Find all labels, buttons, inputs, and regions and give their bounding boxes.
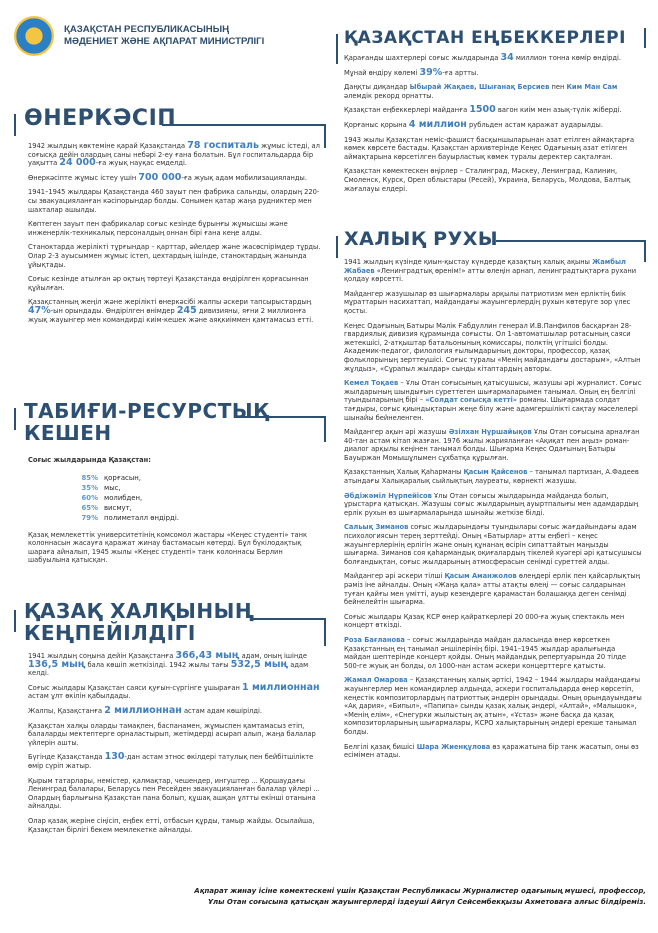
generosity-p7: Олар қазақ жеріне сіңісіп, еңбек етті, отбасын құрды, тамыр жайды. Осылайша, Қазақстан бірлігі бекем мемлекетке айналды. <box>28 816 315 834</box>
industry-p5: Станоктарда жерілікті тұрғындар – қарттар, әйелдер және жасөспірімдер тұрды. Олар 2-3 ауысыммен жұмыс істеп, цехтардың ішінде, станоктардың жанында ұйықтады. <box>28 243 321 269</box>
spirit-p2: Майдангер жазушылар өз шығармалары арқылы патриотизм мен ерліктің биік мұраттарын насихаттап, майдандағы жауынгерлердің рухын көтеруге зор үлес қосты. <box>344 289 631 315</box>
resource-label: молибден, <box>104 493 143 502</box>
ministry-line2: МӘДЕНИЕТ ЖӘНЕ АҚПАРАТ МИНИСТРЛІГІ <box>64 36 265 47</box>
resource-percent: 85% <box>81 473 98 482</box>
resource-item <box>76 493 322 503</box>
workers-title: ҚАЗАҚСТАН ЕҢБЕККЕРЛЕРІ <box>344 28 626 48</box>
resource-percent: 35% <box>81 483 98 492</box>
resources-p1: Қазақ мемлекеттік университетінің комсомол жастары «Кеңес студенті» танк колоннасын жасауға қаражат жинау бастамасын көтерді. Бұл бүкілодақтық шараға айналып, 1945 жылы «Кеңес студенті» танк колоннасы Берлин шабуылына қатысқан. <box>28 530 307 565</box>
resources-title: ТАБИҒИ-РЕСУРСТЫҚ КЕШЕН <box>24 399 270 445</box>
spirit-p9: Майдангер әрі әскери тілші Қасым Аманжолов өлеңдері ерлік пен қайсарлықтың рәміз іне айналды. Оның «Жаңа қала» атты атақты өлеңі — соғыс салдарынан туған қайғы мен үмітті, ауыр кезеңдерге қарамастан болашаққа деген сенімді бейнелейтін шығарма. <box>344 572 641 607</box>
spirit-p4: Кемел Тоқаев – Ұлы Отан соғысының қатысушысы, жазушы әрі журналист. Соғыс жылдарының шындығын суреттеген шығармаларымен танымал. Оның ең белгілі туындыларының бірі – «Солдат соғысқа кетті» романы. Шығармада солдат тағдыры, соғыс қиындықтарын жеңе білу және адамгершілікті сақтау мәселелері шынайы бейнеленген. <box>344 379 642 422</box>
resource-label: висмут, <box>104 503 132 512</box>
resource-label: қорғасын, <box>104 473 141 482</box>
industry-p7: Қазақстанның жеңіл және жерілікті өнеркәсібі жалпы әскери тапсырыстардың 47%-ын орындады. Өндірілген өнімдер 245 дивизияны, яғни 2 миллионға жуық жауынгер мен командирді киім-кешек және аяқкиіммен қамтамасыз етті. <box>28 298 314 324</box>
industry-p4: Көптеген зауыт пен фабрикалар соғыс кезінде бұрынғы жұмысшы және инженерлік-техникалық персоналдың оннан бірі ғана кеңе алды. <box>28 220 288 237</box>
workers-p4: Қазақстан еңбеккерлері майданға 1500 вагон киім мен азық-түлік жіберді. <box>344 104 622 116</box>
ministry-line1: ҚАЗАҚСТАН РЕСПУБЛИКАСЫНЫҢ <box>64 24 230 35</box>
spirit-p3: Кеңес Одағының Батыры Мәлік Ғабдуллин генерал И.В.Панфилов басқарған 28-гвардиялық дивизия құрамында соғысты. Ол 1-автоматшылар ротасының саяси жетекшісі, 2-атқыштар батальонының комиссары, полктің үгітшісі болды. Академик-педагог, филология ғылымдарының докторы, профессор, қазақ фольклорының зерттеушісі. Соғыс туралы «Менің майдандағы достарым», «Алтын жұлдыз», «Сұрапыл жылдар» сынды кітаптардың авторы. <box>344 321 641 373</box>
acknowledgement-footer <box>26 886 646 908</box>
resource-item <box>76 503 322 513</box>
resource-item <box>76 483 322 493</box>
generosity-p3: Жалпы, Қазақстанға 2 миллионнан астам адам көшірілді. <box>28 704 262 716</box>
spirit-p11: Роза Бағланова – соғыс жылдарында майдан даласында өнер көрсеткен Қазақстанның ең танымал әншілерінің бірі. 1941–1945 жылдар аралығында майдан шептерінде концерт қойды. Оның майдандық репертуарында 20 тілде 500-ге жуық ән болды, ол 1000-нан астам әскери концерттерге қатысты. <box>344 635 627 670</box>
generosity-title: ҚАЗАҚ ХАЛҚЫНЫҢ КЕҢПЕЙІЛДІГІ <box>24 599 255 645</box>
resource-item <box>76 513 322 523</box>
workers-p1: Қарағанды шахтерлері соғыс жылдарында 34 миллион тонна көмір өндірді. <box>344 52 621 63</box>
resource-percent: 65% <box>81 503 98 512</box>
generosity-p2: Соғыс жылдары Қазақстан саяси қуғын-сүргінге ұшыраған 1 миллионнан астам ұлт өкілін қабылдады. <box>28 681 320 701</box>
generosity-p1: 1941 жылдың соңына дейін Қазақстанға 366,43 мың адам, оның ішінде 136,5 мың бала көшіп жеткізілді. 1942 жылы тағы 532,5 мың адам келді. <box>28 650 309 678</box>
spirit-p13: Белгілі қазақ бишісі Шара Жиенқұлова өз қаражатына бір танк жасатып, оны өз есімімен атады. <box>344 742 639 760</box>
industry-title: ӨНЕРКӘСІП <box>24 106 177 131</box>
resource-percent: 79% <box>81 513 98 522</box>
industry-p3: 1941–1945 жылдары Қазақстанда 460 зауыт пен фабрика сальнды, олардың 220-сы эвакуацияланған кәсіпорындар болды. Сонымен қатар жаңа рудниктер мен шахталар ашылды. <box>28 188 320 214</box>
spirit-p5: Майдангер ақын әрі жазушы Әзілхан Нұршайықов Ұлы Отан соғысына арналған 40-тан астам кітап жазған. 1976 жылы жарияланған «Ақиқат пен аңыз» роман-диалог арқылы кеңінен танымал болды. Шығарма Кеңес Одағының Батыры Бауыржан Момышұлымен сұхбатқа құрылған. <box>344 428 640 462</box>
resource-label: полиметалл өндірді. <box>104 513 179 522</box>
generosity-section <box>14 600 326 882</box>
resource-item <box>76 473 322 483</box>
industry-p6: Соғыс кезінде атылған әр оқтың төртеуі Қазақстанда өндірілген қорғасыннан құйылған. <box>28 275 309 292</box>
workers-p6: 1943 жылы Қазақстан неміс-фашист басқыншыларынан азат етілген аймақтарға көмек көрсете бастады. Қазақстан архивтерінде Кеңес Одағының азат етілген аймақтарына көрсетілген бауырластық көмек туралы деректер сақталған. <box>344 135 635 161</box>
spirit-p12: Жамал Омарова – Қазақстанның халық әртісі, 1942 – 1944 жылдары майдандағы жауынгерлер мен командирлер алдында, әскери госпитальдарда өнер көрсетіп, кеңестік композиторлардың патриоттық әндерін орындады. Оның орындауындағы «Ақ дария», «Бипыл», «Папипа» сынды қазақ халық әндері, «Алтай», «Малышок», «Менің елім», «Снегурки жылыстың ақ атын», «Ұстаз» және басқа да қазақ композиторларының шығармалары, КСРО халықтарының әндері ерекше танымал болды. <box>344 676 642 736</box>
spirit-p8: Сальық Зиманов соғыс жылдарындағы туындылары соғыс жағдайындағы адам психологиясын терең зерттейді. Оның «Батырлар» атты еңбегі – кеңес жауынгерлерінің ерлігін және оның құнанаң өсірін сипаттайтын маңызды шығарма. Зиманов соя қаһармандық оқиғалардың тікелей куәгері әрі қатысушысы болғандықтан, соғыс жылдарының атмосферасын сенімді суреттей алды. <box>344 523 642 566</box>
workers-section <box>336 26 646 226</box>
resources-list <box>76 473 322 523</box>
industry-p2: Өнеркәсіпте жұмыс істеу үшін 700 000-ға жуық адам мобилизацияланды. <box>28 171 307 183</box>
spirit-p10: Соғыс жылдары Қазақ КСР өнер қайраткерлері 20 000-ға жуық спектакль мен концерт өткізді. <box>344 612 625 630</box>
workers-p7: Қазақстан көмектескен өңірлер – Сталинград, Мәскеу, Ленинград, Калинин, Смоленск, Курск, Орел облыстары (Ресей), Украина, Беларусь, Молдова, Балтық жағалауы елдері. <box>344 167 631 193</box>
spirit-title: ХАЛЫҚ РУХЫ <box>344 228 499 250</box>
footer-line2: Ұлы Отан соғысына қатысқан жауынгерлерді іздеуші Айгүл Сейсембекқызы Ахметоваға алғыс білдіреміз. <box>207 898 646 906</box>
ministry-header <box>14 10 334 62</box>
resources-subtitle: Соғыс жылдарында Қазақстан: <box>28 456 151 464</box>
industry-section <box>14 104 326 372</box>
generosity-p6: Қырым татарлары, немістер, қалмақтар, чешендер, ингуштер ... Қоршаудағы Ленинград балалары, Беларусь пен Ресейден эвакуацияланған балалар үйлері ... Олардың барлығына Қазақстан пана болып, құшақ ашқан ұлтты екінші отанына айналды. <box>28 776 320 811</box>
spirit-p1: 1941 жылдың күзінде қиын-қыстау күндерде қазақтың халық ақыны Жамбыл Жабаев «Ленинградтық өренім!» атты өлеңін арнап, ленинградтықтарға рухани қолдау көрсетті. <box>344 258 637 284</box>
kazakhstan-emblem-icon <box>14 16 54 56</box>
resources-section <box>14 398 326 578</box>
footer-line1: Ақпарат жинау ісіне көмектескені үшін Қазақстан Республикасы Журналистер одағының мүшесі, профессор, <box>194 887 646 895</box>
ministry-name <box>64 24 264 48</box>
workers-p5: Қорғаныс қорына 4 миллион рубльден астам қаражат аударылды. <box>344 118 603 130</box>
generosity-p4: Қазақстан халқы оларды тамақпен, баспанамен, жұмыспен қамтамасыз етіп, балаларды мектептерге орналастырып, жетімдерді асырап алып, жаңа балалар үйлерін ашты. <box>28 721 316 747</box>
resource-label: мыс, <box>104 483 121 492</box>
spirit-p7: Әбдіжәміл Нұрпейісов Ұлы Отан соғысы жылдарында майданда болып, ұрыстарға қатысқан. Жазушы соғыс жылдарының ауыртпалығы мен адамдардың ерлік рухын өз шығармаларында шынайы жеткізе білді. <box>344 491 639 517</box>
generosity-p5: Бүгінде Қазақстанда 130-дан астам этнос өкілдері татулық пен бейбітшілікте өмір сүріп жатыр. <box>28 751 314 770</box>
spirit-section <box>336 228 646 878</box>
workers-p2: Мұнай өндіру көлемі 39%-ға артты. <box>344 66 479 78</box>
resource-percent: 60% <box>81 493 98 502</box>
spirit-p6: Қазақстанның Халық Қаһарманы Қасым Қайсенов – танымал партизан, А.Фадеев атындағы Халықаралық сыйлықтың лауреаты, көрнекті жазушы. <box>344 468 639 486</box>
workers-p3: Даңқты диқандар Ыбырай Жақаев, Шығанақ Берсиев пен Ким Ман Сам әлемдік рекорд орнатты. <box>344 83 618 100</box>
industry-p1: 1942 жылдың көктеміне қарай Қазақстанда 78 госпиталь жұмыс істеді, ал соғысқа дейін олардың саны небәрі 2-еу ғана болатын. Бұл госпитальдарда бір уақытта 24 000-ға жуық науқас емделді. <box>28 140 320 169</box>
